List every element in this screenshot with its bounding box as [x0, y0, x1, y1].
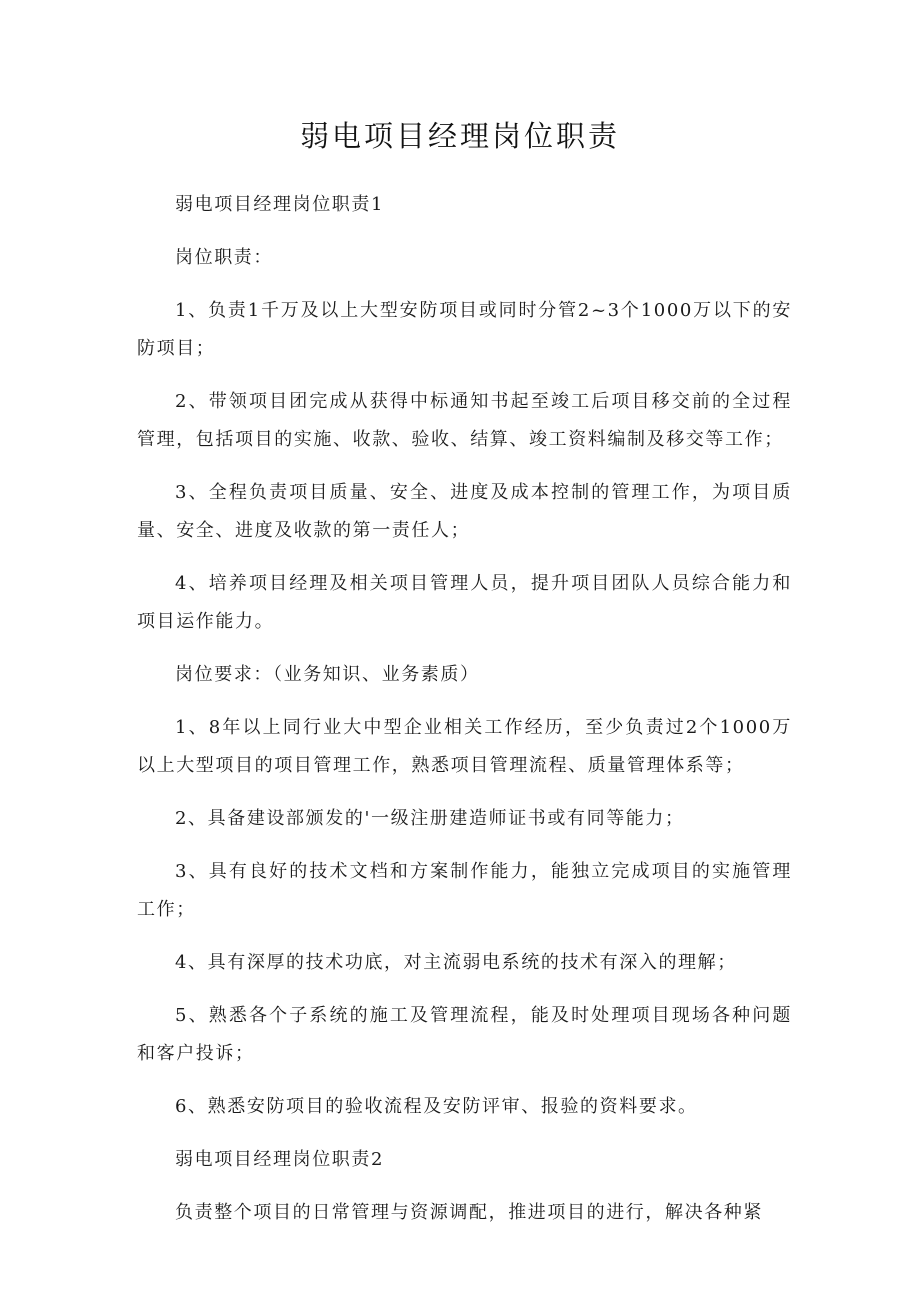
requirement-item-6: 6、熟悉安防项目的验收流程及安防评审、报验的资料要求。 [175, 1096, 698, 1117]
subheading-duties: 岗位职责： [175, 247, 273, 268]
section-heading-1: 弱电项目经理岗位职责1 [175, 194, 385, 215]
duty-item-2: 2、带领项目团完成从获得中标通知书起至竣工后项目移交前的全过程管理，包括项目的实施、收款、验收、结算、竣工资料编制及移交等工作； [137, 391, 792, 450]
requirement-item-4: 4、具有深厚的技术功底，对主流弱电系统的技术有深入的理解； [175, 952, 737, 973]
requirement-item-3: 3、具有良好的技术文档和方案制作能力，能独立完成项目的实施管理工作； [137, 861, 792, 920]
subheading-requirements: 岗位要求：（业务知识、业务素质） [175, 664, 480, 685]
requirement-item-5: 5、熟悉各个子系统的施工及管理流程，能及时处理项目现场各种问题和客户投诉； [137, 1005, 792, 1064]
duty-item-1: 1、负责1千万及以上大型安防项目或同时分管2~3个1000万以下的安防项目； [137, 300, 792, 359]
duty-item-3: 3、全程负责项目质量、安全、进度及成本控制的管理工作，为项目质量、安全、进度及收款的第一责任人； [137, 482, 792, 541]
duty-item-4: 4、培养项目经理及相关项目管理人员，提升项目团队人员综合能力和项目运作能力。 [137, 573, 792, 632]
requirement-item-2: 2、具备建设部颁发的'一级注册建造师证书或有同等能力； [175, 808, 685, 829]
section-heading-2: 弱电项目经理岗位职责2 [175, 1149, 385, 1170]
document-body [137, 186, 792, 1232]
requirement-item-1: 1、8年以上同行业大中型企业相关工作经历，至少负责过2个1000万以上大型项目的项目管理工作，熟悉项目管理流程、质量管理体系等； [137, 717, 792, 776]
document-title: 弱电项目经理岗位职责 [299, 119, 620, 153]
section-2-paragraph-1: 负责整个项目的日常管理与资源调配，推进项目的进行，解决各种紧 [175, 1202, 763, 1223]
